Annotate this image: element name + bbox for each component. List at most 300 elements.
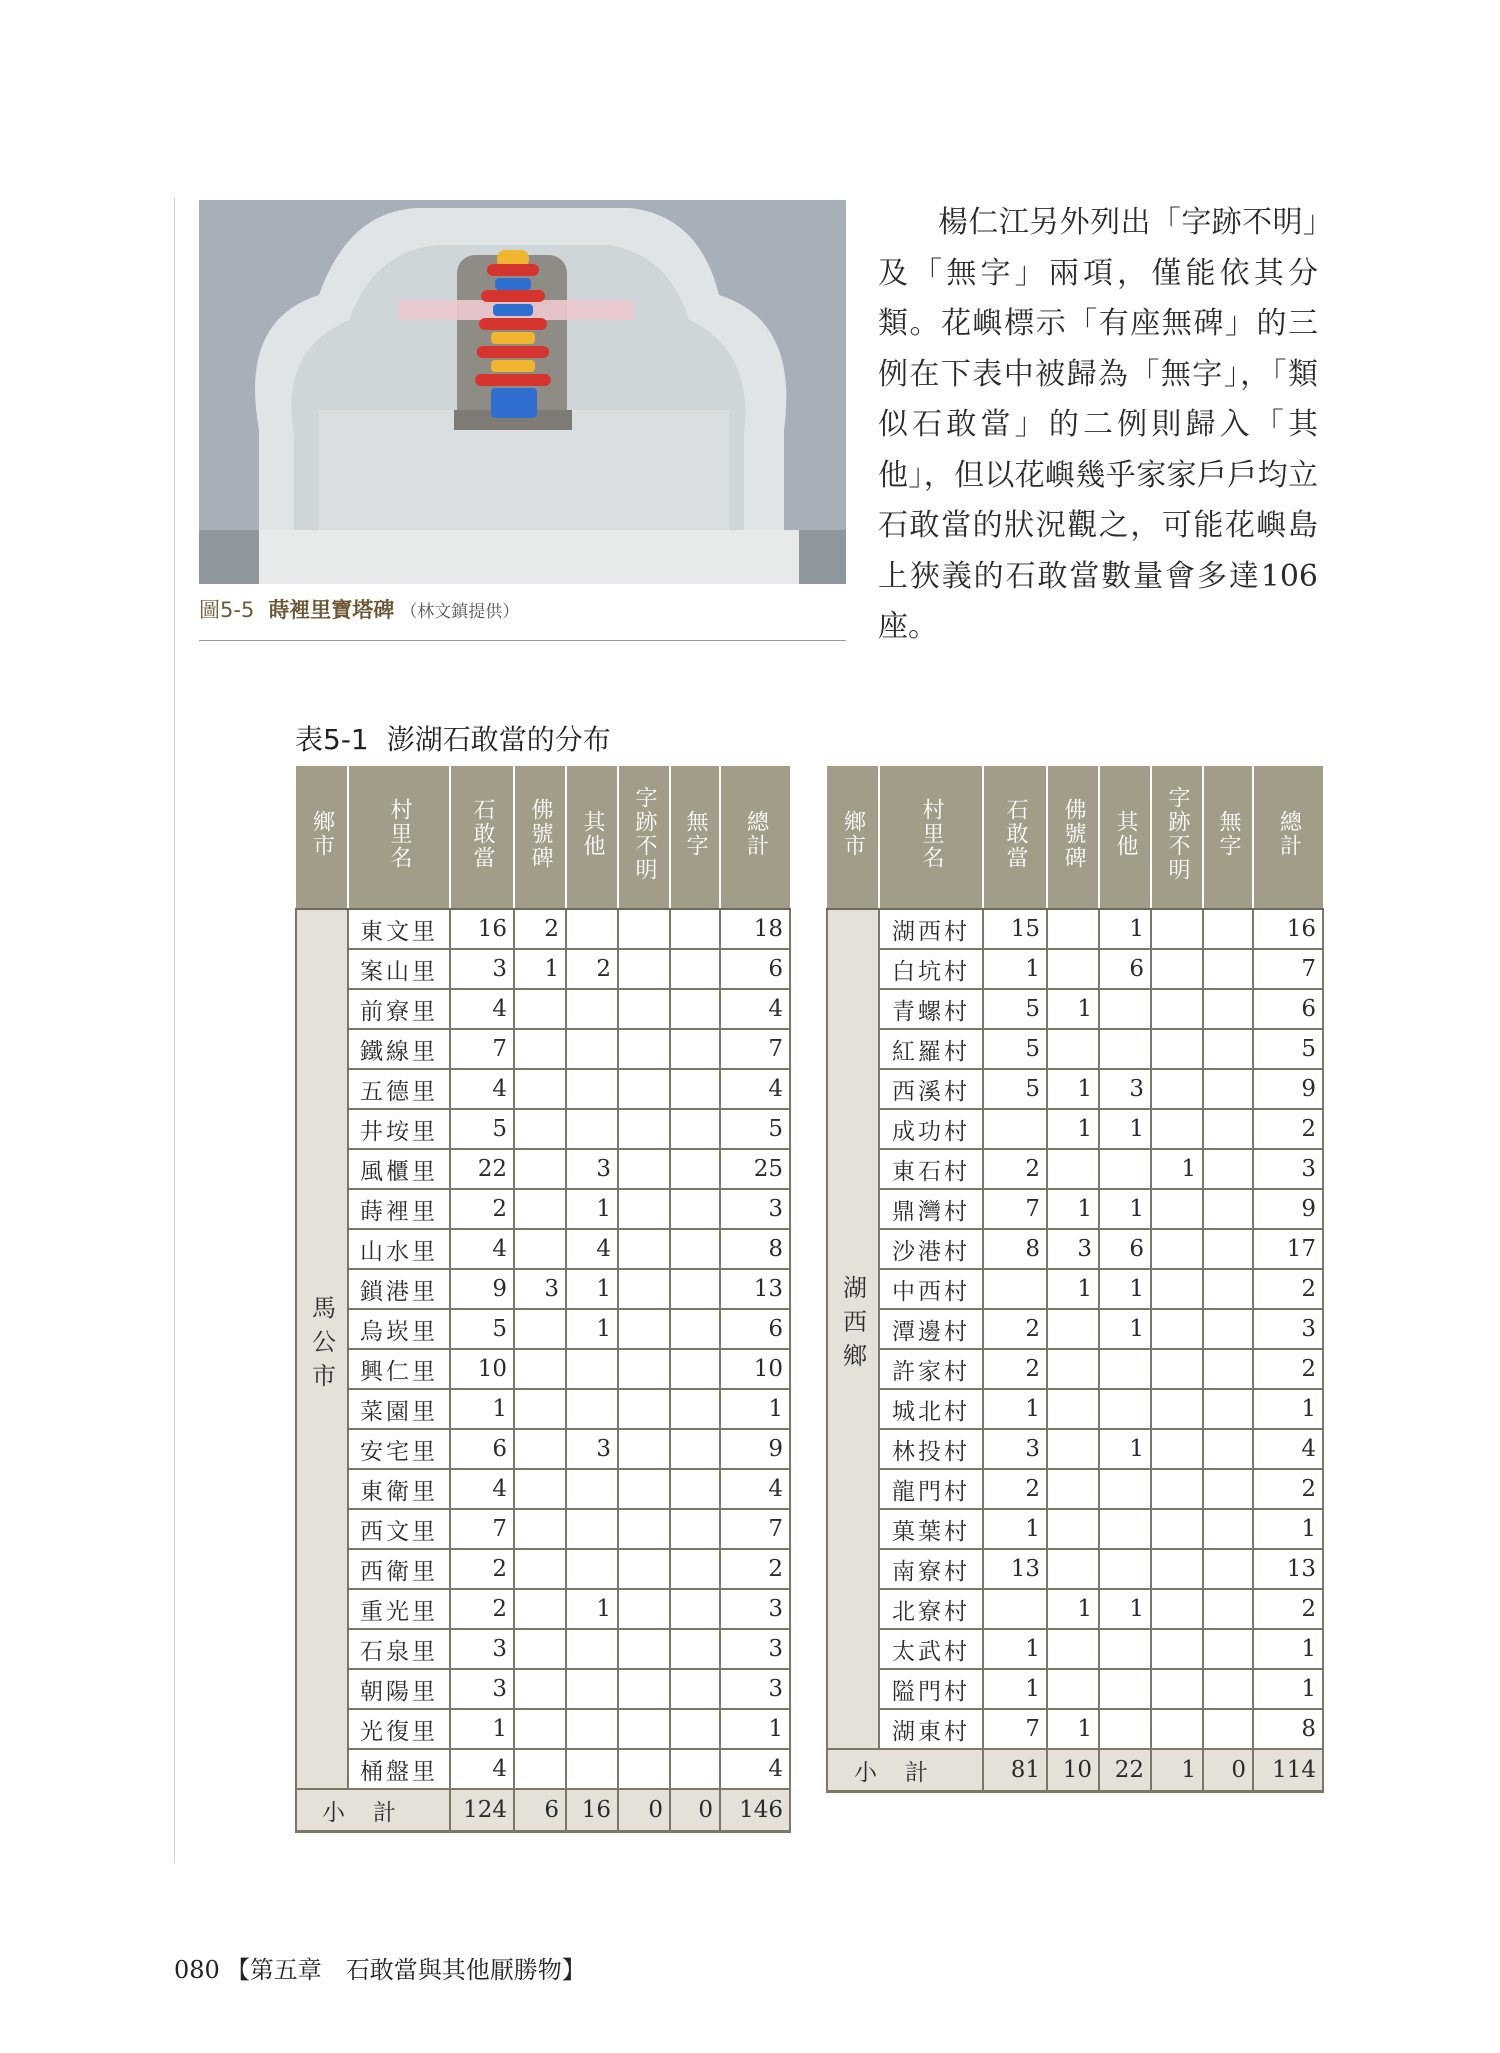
count-cell (566, 1469, 618, 1509)
count-cell (514, 1589, 566, 1629)
count-cell (566, 1509, 618, 1549)
count-cell: 3 (720, 1629, 790, 1669)
figure-photo (199, 200, 846, 584)
count-cell (1151, 949, 1203, 989)
table-row (296, 1069, 790, 1109)
village-name-cell: 西文里 (348, 1509, 450, 1549)
subtotal-row (296, 1789, 790, 1832)
count-cell (1047, 1029, 1099, 1069)
count-cell (566, 1109, 618, 1149)
village-name-cell: 興仁里 (348, 1349, 450, 1389)
count-cell: 1 (1099, 1109, 1151, 1149)
count-cell: 2 (514, 909, 566, 949)
count-cell (566, 1709, 618, 1749)
table-number: 表5-1 (295, 723, 369, 756)
count-cell: 3 (1099, 1069, 1151, 1109)
pagoda-stele-illustration (199, 200, 846, 584)
table-row (296, 1269, 790, 1309)
column-header: 總計 (1253, 766, 1323, 909)
count-cell (618, 1029, 670, 1069)
count-cell (618, 1309, 670, 1349)
village-name-cell: 青螺村 (879, 989, 983, 1029)
column-header: 鄉市 (827, 766, 879, 909)
subtotal-cell: 124 (450, 1789, 514, 1832)
count-cell (514, 1429, 566, 1469)
count-cell: 7 (450, 1029, 514, 1069)
town-cell: 馬公市 (296, 909, 348, 1789)
count-cell (983, 1109, 1047, 1149)
count-cell: 1 (1047, 1589, 1099, 1629)
count-cell: 4 (450, 1229, 514, 1269)
count-cell (670, 1749, 720, 1789)
table-row (827, 1629, 1323, 1669)
figure-caption (199, 594, 519, 624)
count-cell (1203, 1509, 1253, 1549)
count-cell (670, 1109, 720, 1149)
count-cell (618, 1389, 670, 1429)
column-header: 無字 (670, 766, 720, 909)
count-cell: 1 (983, 949, 1047, 989)
count-cell: 3 (450, 1669, 514, 1709)
count-cell (1151, 1669, 1203, 1709)
count-cell (618, 1269, 670, 1309)
count-cell (1151, 1589, 1203, 1629)
figure-credit: （林文鎮提供） (400, 602, 520, 622)
count-cell (670, 909, 720, 949)
table-row (296, 1669, 790, 1709)
count-cell: 1 (1047, 1189, 1099, 1229)
count-cell: 1 (566, 1589, 618, 1629)
page-footer (174, 1950, 586, 1985)
subtotal-cell: 0 (670, 1789, 720, 1832)
village-name-cell: 烏崁里 (348, 1309, 450, 1349)
subtotal-cell: 0 (1203, 1749, 1253, 1792)
count-cell: 1 (1047, 1069, 1099, 1109)
count-cell: 7 (983, 1709, 1047, 1749)
count-cell: 1 (1099, 1309, 1151, 1349)
column-header: 佛號碑 (1047, 766, 1099, 909)
count-cell: 7 (720, 1029, 790, 1069)
village-name-cell: 鐵線里 (348, 1029, 450, 1069)
count-cell (514, 1709, 566, 1749)
count-cell (1151, 1269, 1203, 1309)
table-row (296, 1589, 790, 1629)
count-cell: 7 (450, 1509, 514, 1549)
count-cell (670, 1549, 720, 1589)
village-name-cell: 湖東村 (879, 1709, 983, 1749)
count-cell (618, 989, 670, 1029)
count-cell (1151, 1109, 1203, 1149)
count-cell: 3 (514, 1269, 566, 1309)
count-cell: 6 (1253, 989, 1323, 1029)
village-name-cell: 五德里 (348, 1069, 450, 1109)
count-cell (618, 1189, 670, 1229)
count-cell: 1 (983, 1629, 1047, 1669)
count-cell (618, 1669, 670, 1709)
count-cell: 1 (1047, 1269, 1099, 1309)
count-cell (1047, 1389, 1099, 1429)
column-header: 石敢當 (983, 766, 1047, 909)
count-cell (1203, 1549, 1253, 1589)
count-cell (1151, 1509, 1203, 1549)
table-row (827, 1309, 1323, 1349)
village-name-cell: 蒔裡里 (348, 1189, 450, 1229)
count-cell (566, 1069, 618, 1109)
count-cell (670, 1429, 720, 1469)
table-row (296, 1709, 790, 1749)
count-cell (670, 1629, 720, 1669)
count-cell (514, 1309, 566, 1349)
count-cell: 2 (1253, 1469, 1323, 1509)
count-cell (618, 1429, 670, 1469)
count-cell (514, 1669, 566, 1709)
count-cell (1203, 1109, 1253, 1149)
count-cell: 16 (450, 909, 514, 949)
count-cell: 2 (450, 1589, 514, 1629)
count-cell: 22 (450, 1149, 514, 1189)
count-cell (514, 1149, 566, 1189)
village-name-cell: 西溪村 (879, 1069, 983, 1109)
count-cell (670, 1229, 720, 1269)
count-cell: 3 (720, 1189, 790, 1229)
subtotal-cell: 22 (1099, 1749, 1151, 1792)
table-row (296, 949, 790, 989)
count-cell (618, 909, 670, 949)
count-cell: 8 (983, 1229, 1047, 1269)
count-cell: 3 (983, 1429, 1047, 1469)
count-cell: 1 (450, 1389, 514, 1429)
count-cell (1151, 1709, 1203, 1749)
count-cell: 1 (1253, 1389, 1323, 1429)
count-cell: 8 (1253, 1709, 1323, 1749)
count-cell (514, 1509, 566, 1549)
table-row (296, 1509, 790, 1549)
village-name-cell: 潭邊村 (879, 1309, 983, 1349)
count-cell (983, 1589, 1047, 1629)
count-cell (566, 1549, 618, 1589)
body-paragraph: 楊仁江另外列出「字跡不明」及「無字」兩項，僅能依其分類。花嶼標示「有座無碑」的三例在下表中被歸為「無字」，「類似石敢當」的二例則歸入「其他」，但以花嶼幾乎家家戶戶均立石敢當的狀況觀之，可能花嶼島上狹義的石敢當數量會多達106座。 (878, 205, 1318, 644)
count-cell: 1 (983, 1389, 1047, 1429)
column-header: 字跡不明 (618, 766, 670, 909)
count-cell (670, 1269, 720, 1309)
column-header: 總計 (720, 766, 790, 909)
village-name-cell: 菓葉村 (879, 1509, 983, 1549)
village-name-cell: 石泉里 (348, 1629, 450, 1669)
count-cell: 1 (720, 1389, 790, 1429)
count-cell (566, 1669, 618, 1709)
count-cell (566, 1029, 618, 1069)
table-row (827, 1109, 1323, 1149)
table-row (827, 1709, 1323, 1749)
village-name-cell: 許家村 (879, 1349, 983, 1389)
count-cell (566, 989, 618, 1029)
count-cell: 3 (566, 1149, 618, 1189)
count-cell: 1 (1099, 1189, 1151, 1229)
chapter-title: 【第五章 石敢當與其他厭勝物】 (225, 1956, 586, 1984)
count-cell (514, 1749, 566, 1789)
count-cell: 1 (1253, 1629, 1323, 1669)
count-cell: 1 (1047, 1109, 1099, 1149)
table-row (827, 1509, 1323, 1549)
count-cell (670, 1589, 720, 1629)
village-name-cell: 龍門村 (879, 1469, 983, 1509)
count-cell: 5 (983, 989, 1047, 1029)
count-cell (983, 1269, 1047, 1309)
count-cell: 2 (983, 1309, 1047, 1349)
count-cell (514, 1189, 566, 1229)
table-row (827, 1149, 1323, 1189)
count-cell: 1 (566, 1189, 618, 1229)
count-cell: 10 (720, 1349, 790, 1389)
count-cell (566, 1749, 618, 1789)
count-cell (514, 1229, 566, 1269)
count-cell (1047, 1149, 1099, 1189)
table-header-row (827, 766, 1323, 909)
table-row (827, 1189, 1323, 1229)
village-name-cell: 南寮村 (879, 1549, 983, 1589)
subtotal-cell: 16 (566, 1789, 618, 1832)
count-cell (618, 949, 670, 989)
count-cell (1203, 1149, 1253, 1189)
count-cell (1151, 1349, 1203, 1389)
count-cell (1151, 1189, 1203, 1229)
count-cell: 5 (450, 1109, 514, 1149)
count-cell: 6 (450, 1429, 514, 1469)
subtotal-cell: 10 (1047, 1749, 1099, 1792)
count-cell: 4 (450, 1469, 514, 1509)
count-cell: 13 (983, 1549, 1047, 1589)
count-cell (1047, 1669, 1099, 1709)
count-cell (1047, 1349, 1099, 1389)
count-cell: 9 (720, 1429, 790, 1469)
table-row (296, 1549, 790, 1589)
table-row (827, 1069, 1323, 1109)
count-cell (1099, 1469, 1151, 1509)
count-cell (1099, 1349, 1151, 1389)
village-name-cell: 東衛里 (348, 1469, 450, 1509)
count-cell: 13 (720, 1269, 790, 1309)
count-cell (566, 1629, 618, 1669)
count-cell: 3 (720, 1589, 790, 1629)
count-cell (514, 1629, 566, 1669)
table-row (296, 1349, 790, 1389)
count-cell (1203, 1309, 1253, 1349)
column-header: 字跡不明 (1151, 766, 1203, 909)
village-name-cell: 中西村 (879, 1269, 983, 1309)
village-name-cell: 鎖港里 (348, 1269, 450, 1309)
count-cell (1203, 1629, 1253, 1669)
village-name-cell: 沙港村 (879, 1229, 983, 1269)
table-row (296, 1149, 790, 1189)
count-cell: 1 (720, 1709, 790, 1749)
count-cell (1099, 1389, 1151, 1429)
count-cell: 3 (1253, 1309, 1323, 1349)
count-cell: 3 (1253, 1149, 1323, 1189)
count-cell: 3 (1047, 1229, 1099, 1269)
table-row (296, 1109, 790, 1149)
table-row (827, 989, 1323, 1029)
count-cell (514, 1469, 566, 1509)
village-name-cell: 菜園里 (348, 1389, 450, 1429)
column-header: 村里名 (879, 766, 983, 909)
table-row (296, 1309, 790, 1349)
count-cell: 7 (983, 1189, 1047, 1229)
count-cell: 5 (450, 1309, 514, 1349)
table-row (827, 1349, 1323, 1389)
count-cell (514, 1349, 566, 1389)
count-cell: 6 (1099, 949, 1151, 989)
count-cell (618, 1469, 670, 1509)
count-cell (1203, 1429, 1253, 1469)
count-cell (514, 1549, 566, 1589)
count-cell: 1 (1099, 1589, 1151, 1629)
table-header-row (296, 766, 790, 909)
table-row (827, 1669, 1323, 1709)
count-cell: 5 (983, 1029, 1047, 1069)
count-cell (670, 1029, 720, 1069)
count-cell (566, 1389, 618, 1429)
village-name-cell: 北寮村 (879, 1589, 983, 1629)
village-name-cell: 湖西村 (879, 909, 983, 949)
count-cell (1099, 1149, 1151, 1189)
count-cell: 2 (450, 1549, 514, 1589)
count-cell: 4 (450, 989, 514, 1029)
count-cell (1151, 1469, 1203, 1509)
count-cell (514, 1389, 566, 1429)
count-cell: 7 (1253, 949, 1323, 989)
count-cell (1047, 909, 1099, 949)
count-cell (1151, 1069, 1203, 1109)
village-name-cell: 鼎灣村 (879, 1189, 983, 1229)
count-cell (1203, 989, 1253, 1029)
count-cell: 1 (1099, 909, 1151, 949)
subtotal-cell: 1 (1151, 1749, 1203, 1792)
village-name-cell: 紅羅村 (879, 1029, 983, 1069)
caption-divider (199, 640, 846, 641)
count-cell (1203, 1469, 1253, 1509)
table-row (827, 949, 1323, 989)
count-cell (670, 989, 720, 1029)
table-row (296, 1029, 790, 1069)
count-cell (618, 1629, 670, 1669)
count-cell (514, 1109, 566, 1149)
count-cell (1151, 1029, 1203, 1069)
count-cell: 1 (983, 1509, 1047, 1549)
figure-title: 蒔裡里寶塔碑 (268, 598, 395, 622)
count-cell (1203, 1229, 1253, 1269)
column-header: 其他 (1099, 766, 1151, 909)
count-cell: 17 (1253, 1229, 1323, 1269)
count-cell (618, 1069, 670, 1109)
count-cell: 1 (566, 1309, 618, 1349)
count-cell (1203, 1389, 1253, 1429)
count-cell (1099, 1549, 1151, 1589)
count-cell: 2 (983, 1149, 1047, 1189)
count-cell (1151, 909, 1203, 949)
table-row (296, 1749, 790, 1789)
count-cell: 1 (1047, 1709, 1099, 1749)
table-row (827, 1589, 1323, 1629)
table-row (296, 909, 790, 949)
count-cell (1099, 989, 1151, 1029)
subtotal-cell: 114 (1253, 1749, 1323, 1792)
count-cell: 2 (566, 949, 618, 989)
count-cell: 4 (1253, 1429, 1323, 1469)
count-cell: 9 (450, 1269, 514, 1309)
count-cell (1099, 1669, 1151, 1709)
count-cell (1047, 1429, 1099, 1469)
count-cell (1151, 1229, 1203, 1269)
count-cell (1047, 1469, 1099, 1509)
count-cell (670, 1149, 720, 1189)
table-row (827, 1029, 1323, 1069)
count-cell: 4 (720, 1749, 790, 1789)
village-name-cell: 前寮里 (348, 989, 450, 1029)
count-cell (618, 1749, 670, 1789)
count-cell: 4 (720, 1469, 790, 1509)
count-cell: 2 (1253, 1269, 1323, 1309)
count-cell (1203, 1589, 1253, 1629)
village-name-cell: 城北村 (879, 1389, 983, 1429)
village-name-cell: 朝陽里 (348, 1669, 450, 1709)
count-cell (670, 1189, 720, 1229)
count-cell (618, 1149, 670, 1189)
margin-rule (174, 198, 175, 1863)
count-cell: 5 (983, 1069, 1047, 1109)
column-header: 石敢當 (450, 766, 514, 909)
count-cell (618, 1109, 670, 1149)
count-cell (514, 989, 566, 1029)
count-cell: 1 (1047, 989, 1099, 1029)
count-cell: 7 (720, 1509, 790, 1549)
table-row (827, 1549, 1323, 1589)
count-cell: 2 (1253, 1109, 1323, 1149)
count-cell: 3 (450, 1629, 514, 1669)
count-cell (618, 1549, 670, 1589)
count-cell: 9 (1253, 1189, 1323, 1229)
table-row (827, 1269, 1323, 1309)
table-row (827, 1429, 1323, 1469)
count-cell (1203, 949, 1253, 989)
count-cell (618, 1349, 670, 1389)
count-cell (1151, 989, 1203, 1029)
count-cell (1047, 1509, 1099, 1549)
count-cell (618, 1229, 670, 1269)
count-cell (670, 1069, 720, 1109)
table-row (296, 1229, 790, 1269)
count-cell (1151, 1629, 1203, 1669)
distribution-table-left (295, 766, 791, 1833)
count-cell: 25 (720, 1149, 790, 1189)
subtotal-cell: 81 (983, 1749, 1047, 1792)
count-cell: 3 (720, 1669, 790, 1709)
count-cell: 1 (983, 1669, 1047, 1709)
count-cell (670, 1709, 720, 1749)
count-cell (1099, 1509, 1151, 1549)
count-cell: 4 (566, 1229, 618, 1269)
count-cell: 4 (720, 989, 790, 1029)
count-cell: 2 (1253, 1349, 1323, 1389)
village-name-cell: 重光里 (348, 1589, 450, 1629)
count-cell: 1 (1253, 1509, 1323, 1549)
column-header: 村里名 (348, 766, 450, 909)
subtotal-cell: 0 (618, 1789, 670, 1832)
subtotal-label: 小計 (827, 1749, 983, 1792)
table-row (296, 1469, 790, 1509)
count-cell (1203, 1669, 1253, 1709)
count-cell (1099, 1709, 1151, 1749)
count-cell (1203, 1069, 1253, 1109)
